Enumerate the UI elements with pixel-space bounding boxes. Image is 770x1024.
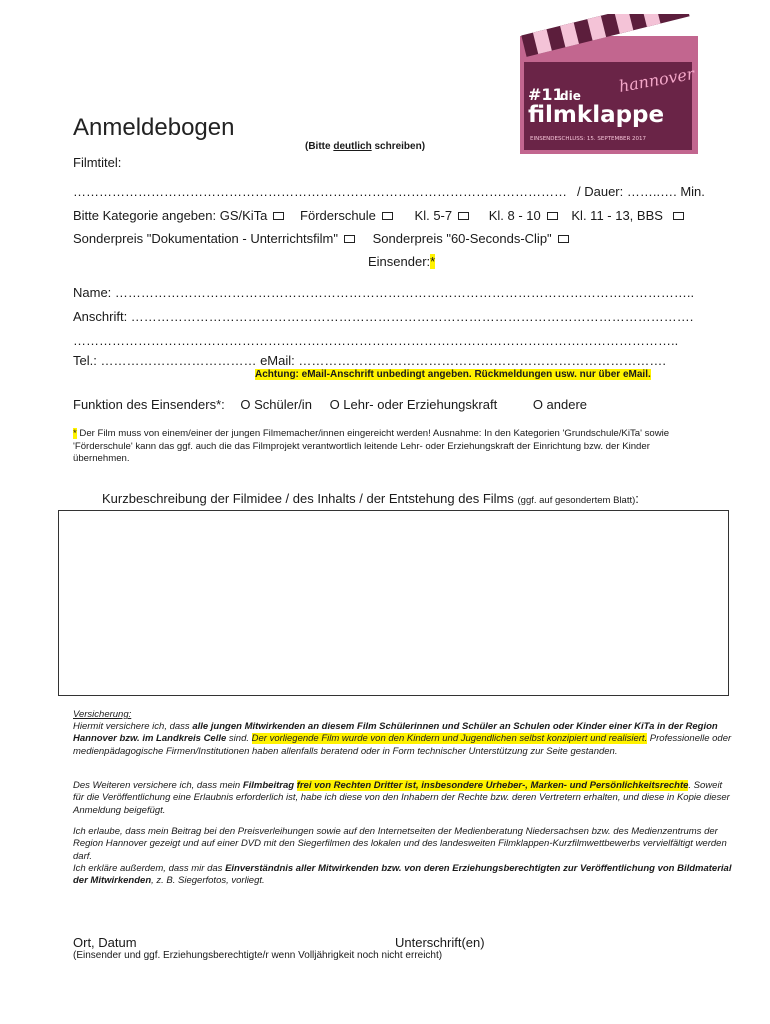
kurzbeschreibung-label: Kurzbeschreibung der Filmidee / des Inhalts / der Entstehung des Films (ggf. auf gesondertem Blatt): — [102, 491, 639, 506]
sonderpreis-row: Sonderpreis "Dokumentation - Unterrichtsfilm" Sonderpreis "60-Seconds-Clip" — [73, 231, 569, 246]
footnote: * Der Film muss von einem/einer der jungen Filmemacher/innen eingereicht werden! Ausnahme: In den Kategorien 'Grundschule/KiTa' sowie 'Förderschule' kann das ggf. auch die das Filmprojekt verantwortlich leitende Lehr- oder Erziehungskraft der Einrichtung bzw. der Kinder übernehmen. — [73, 428, 670, 464]
logo-city: hannover — [617, 63, 696, 96]
dauer-field[interactable]: / Dauer: ……..…. Min. — [577, 184, 705, 199]
signature-note: (Einsender und ggf. Erziehungsberechtigte/r wenn Volljährigkeit noch nicht erreicht) — [73, 950, 443, 961]
checkbox-sonderpreis-doku[interactable] — [344, 235, 355, 243]
filmklappe-logo — [520, 14, 698, 154]
unterschrift-label: Unterschrift(en) — [395, 935, 485, 950]
funktion-row: Funktion des Einsenders*: O Schüler/in O Lehr- oder Erziehungskraft O andere — [73, 397, 588, 412]
write-clearly-note: (Bitte deutlich schreiben) — [305, 141, 426, 152]
checkbox-gs-kita[interactable] — [273, 212, 284, 220]
ort-datum-label: Ort, Datum — [73, 935, 137, 950]
tel-email-field[interactable]: Tel.: ……………………………… eMail: …………………………………………………………………………. — [73, 353, 666, 368]
einsender-heading: Einsender:* — [368, 254, 436, 269]
versicherung-heading: Versicherung: — [73, 709, 132, 720]
checkbox-kl-11-13[interactable] — [673, 212, 684, 220]
name-field[interactable]: Name: …………………………………………………………………………………………………………………….. — [73, 285, 695, 300]
anschrift-line-2[interactable]: ………………………………………………………………………………………………………………………….. — [73, 333, 679, 348]
anschrift-field[interactable]: Anschrift: …………………………………………………………………………………………………………………. — [73, 309, 694, 324]
checkbox-kl-8-10[interactable] — [547, 212, 558, 220]
checkbox-sonderpreis-clip[interactable] — [558, 235, 569, 243]
versicherung-paragraph-4: Ich erkläre außerdem, dass mir das Einverständnis aller Mitwirkenden bzw. von deren Erziehungsberechtigten zur Veröffentlichung von Bildmaterial der Mitwirkenden, z. B. Siegerfotos, vorliegt. — [73, 863, 732, 887]
page-title: Anmeldebogen — [73, 114, 235, 141]
svg-text:die: die — [560, 89, 581, 103]
logo-date: EINSENDESCHLUSS: 15. SEPTEMBER 2017 — [530, 136, 647, 142]
logo-number: #11 — [528, 85, 564, 104]
radio-schueler[interactable]: O Schüler/in — [240, 397, 312, 412]
radio-andere[interactable]: O andere — [532, 397, 588, 412]
kurzbeschreibung-textarea[interactable] — [58, 510, 729, 696]
email-warning: Achtung: eMail-Anschrift unbedingt angeben. Rückmeldungen usw. nur über eMail. — [255, 369, 651, 380]
versicherung-paragraph-1: Hiermit versichere ich, dass alle jungen Mitwirkenden an diesem Film Schülerinnen und Schüler an Schulen oder Kinder einer KiTa in der Region Hannover bzw. im Landkreis Celle sind. Der vorliegende Film wurde von den Kindern und Jugendlichen selbst konzipiert und realisiert. Professionelle oder medienpädagogische Firmen/Institutionen haben allenfalls beratend oder in Form technischer Unterstützung zur Seite gestanden. — [73, 721, 732, 757]
logo-brand: filmklappe — [528, 102, 665, 128]
checkbox-kl-5-7[interactable] — [458, 212, 469, 220]
filmtitel-label: Filmtitel: — [73, 155, 122, 170]
versicherung-paragraph-3: Ich erlaube, dass mein Beitrag bei den Preisverleihungen sowie auf den Internetseiten der Medienberatung Niedersachsen bzw. des Medienzentrums der Region Hannover gezeigt und auf einer DVD mit den Siegerfilmen des lokalen und des landesweiten Filmklappen-Kurzfilmwettbewerbs vervielfältigt werden darf. — [73, 826, 727, 862]
radio-lehrkraft[interactable]: O Lehr- oder Erziehungskraft — [329, 397, 498, 412]
checkbox-foerderschule[interactable] — [382, 212, 393, 220]
versicherung-paragraph-2: Des Weiteren versichere ich, dass mein Filmbeitrag frei von Rechten Dritter ist, insbesondere Urheber-, Marken- und Persönlichkeitsrechte. Soweit für die Veröffentlichung eine Erlaubnis erforderlich ist, habe ich diese von den Inhabern der Rechte bzw. deren Vertretern erhalten, und diese in Kopie dieser Anmeldung beigefügt. — [73, 780, 730, 816]
kategorie-row: Bitte Kategorie angeben: GS/KiTa Förderschule Kl. 5-7 Kl. 8 - 10 Kl. 11 - 13, BBS — [73, 208, 684, 223]
filmtitel-field[interactable]: …………………………………………………………………………………………………… — [73, 184, 567, 199]
